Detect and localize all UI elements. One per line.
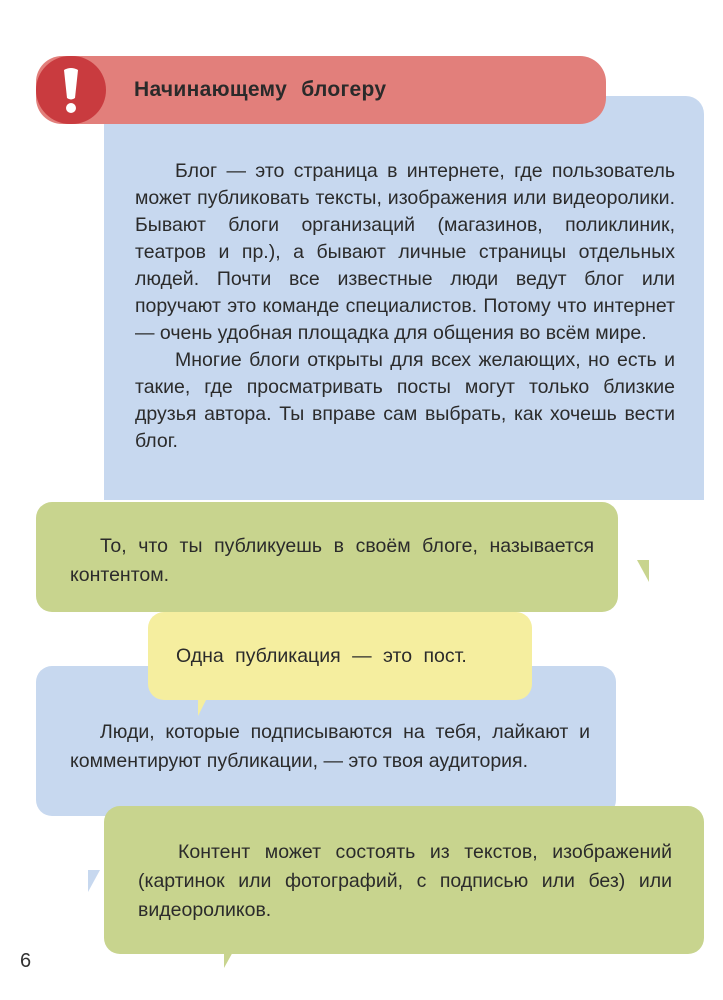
page-number: 6 xyxy=(20,950,32,972)
content-bubble-text xyxy=(70,532,594,590)
intro-paragraph: Многие блоги открыты для всех желающих, но есть и такие, где просматривать посты могут только близкие друзья автора. Ты вправе сам выбрать, как хочешь вести блог. xyxy=(135,349,675,452)
content-types-bubble-text xyxy=(138,838,672,925)
audience-bubble-text xyxy=(70,718,590,776)
content-bubble-tail xyxy=(637,560,649,582)
intro-text xyxy=(135,158,675,455)
intro-paragraph: Блог — это страница в интернете, где пользователь может публиковать тексты, изображения или видеоролики. Бывают блоги организаций (магазинов, поликлиник, театров и пр.), а бывают личные страницы отдельных людей. Почти все известные люди ведут блог или поручают это команде специалистов. Потому что интернет — очень удобная площадка для общения во всём мире. xyxy=(135,160,675,344)
audience-bubble-tail xyxy=(88,870,100,892)
content-definition: То, что ты публикуешь в своём блоге, называется контентом. xyxy=(70,535,594,586)
content-types-definition: Контент может состоять из текстов, изображений (картинок или фотографий, с подписью или без) или видеороликов. xyxy=(138,841,672,921)
post-bubble-tail xyxy=(198,696,208,716)
exclamation-icon xyxy=(36,56,106,124)
page-title: Начинающему блогеру xyxy=(134,78,387,101)
content-types-bubble-tail xyxy=(224,950,234,968)
audience-definition: Люди, которые подписываются на тебя, лайкают и комментируют публикации, — это твоя аудитория. xyxy=(70,721,590,772)
post-definition: Одна публикация — это пост. xyxy=(176,645,467,667)
